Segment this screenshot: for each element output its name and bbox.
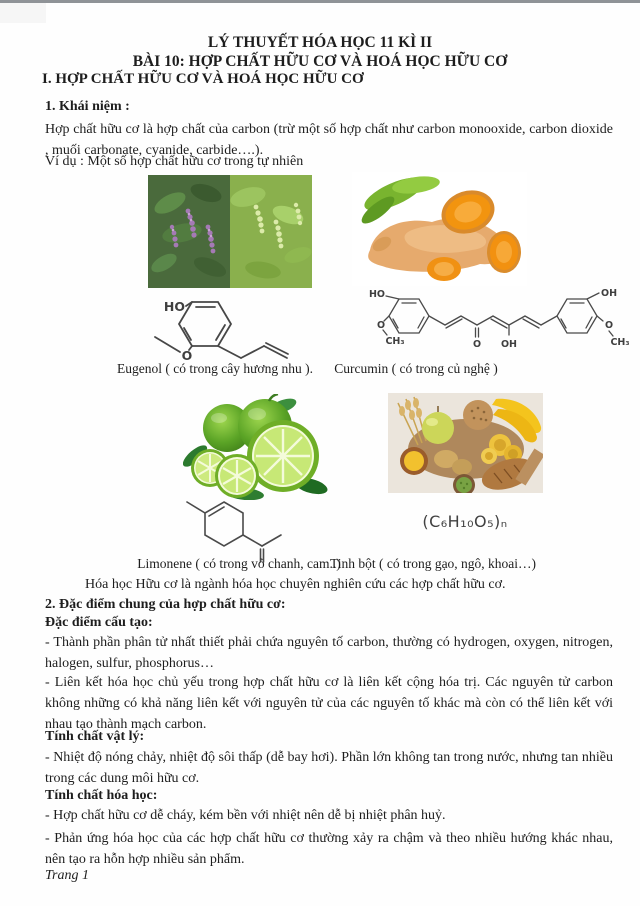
atom-label-ho: HO [368, 289, 385, 300]
organic-chemistry-definition: Hóa học Hữu cơ là ngành hóa học chuyên nghiên cứu các hợp chất hữu cơ. [85, 577, 506, 592]
starch-foods-photo [388, 393, 543, 493]
eugenol-structure [145, 292, 317, 366]
atom-label-ch3: CH₃ [610, 337, 630, 348]
curcumin-structure [357, 283, 640, 365]
flour-bowl [400, 447, 428, 475]
benzene-ring-right [557, 299, 597, 333]
basil-plant-photo [148, 175, 312, 288]
atom-label-oh: OH [601, 288, 618, 299]
atom-label-o: O [376, 320, 386, 331]
eugenol-caption: Eugenol ( có trong cây hương nhu ). [117, 361, 313, 376]
limes-photo [183, 394, 330, 500]
page-number-label: Trang 1 [45, 868, 89, 883]
physical-properties-heading: Tính chất vật lý: [45, 729, 145, 744]
chemical-properties-heading: Tính chất hóa học: [45, 788, 158, 803]
chemical-point: - Hợp chất hữu cơ dễ cháy, kém bền với nhiệt nên dễ bị nhiệt phân huỷ. [45, 808, 446, 823]
lime-slice [215, 454, 259, 498]
example-intro: Ví dụ : Một số hợp chất hữu cơ trong tự nhiên [45, 154, 304, 169]
atom-label-o: O [181, 348, 193, 363]
chemical-point: - Phản ứng hóa học của các hợp chất hữu cơ thường xảy ra chậm và theo nhiều hướng khác nhau, nên tạo ra hỗn hợp nhiều sản phẩm. [45, 831, 613, 867]
limonene-bonds [187, 502, 281, 562]
atom-label-ho: HO [163, 299, 185, 314]
concept-heading: 1. Khái niệm : [45, 99, 130, 114]
atom-label-ch3: CH₃ [385, 336, 405, 347]
starch-formula: (C₆H₁₀O₅)ₙ [422, 512, 508, 531]
cyclohexene-ring [205, 502, 243, 546]
benzene-ring-left [389, 299, 429, 333]
starch-caption: Tinh bột ( có trong gạo, ngô, khoai…) [329, 556, 537, 571]
physical-point: - Nhiệt độ nóng chảy, nhiệt độ sôi thấp (dễ bay hơi). Phần lớn không tan trong nước, nhưng tan nhiều trong các dung môi hữu cơ. [45, 750, 613, 786]
curcumin-bonds [383, 293, 613, 337]
concept-definition: Hợp chất hữu cơ là hợp chất của carbon (trừ một số hợp chất như carbon monooxide, carbon dioxide , muối carbonate, cyanide, carbide….). [45, 122, 613, 158]
seeded-cracker [463, 400, 493, 430]
turmeric-photo [352, 172, 527, 286]
atom-label-oh: OH [500, 339, 518, 350]
structure-heading: Đặc điểm cấu tạo: [45, 615, 153, 630]
section-2-heading: 2. Đặc điểm chung của hợp chất hữu cơ: [45, 597, 286, 612]
scan-corner-patch [0, 3, 46, 23]
structure-point: - Liên kết hóa học chủ yếu trong hợp chất hữu cơ là liên kết cộng hóa trị. Các nguyên tử carbon không những có khả năng liên kết với nguyên tử của các nguyên tố khác mà còn có thể liên kết với nhau tạo thành mạch carbon. [45, 675, 613, 732]
curcumin-caption: Curcumin ( có trong củ nghệ ) [334, 361, 498, 376]
structure-point: - Thành phần phân tử nhất thiết phải chứa nguyên tố carbon, thường có hydrogen, oxygen, nitrogen, halogen, sulfur, phosphorus… [45, 635, 613, 671]
atom-label-o: O [604, 320, 614, 331]
benzene-ring [179, 302, 231, 346]
section-i-heading: I. HỢP CHẤT HỮU CƠ VÀ HOÁ HỌC HỮU CƠ [42, 71, 364, 87]
document-title: LÝ THUYẾT HÓA HỌC 11 KÌ II [207, 34, 433, 51]
scan-top-edge [0, 0, 640, 3]
limonene-caption: Limonene ( có trong vỏ chanh, cam..) [137, 556, 341, 571]
atom-label-o: O [472, 339, 482, 350]
lesson-title: BÀI 10: HỢP CHẤT HỮU CƠ VÀ HOÁ HỌC HỮU CƠ [132, 53, 508, 70]
